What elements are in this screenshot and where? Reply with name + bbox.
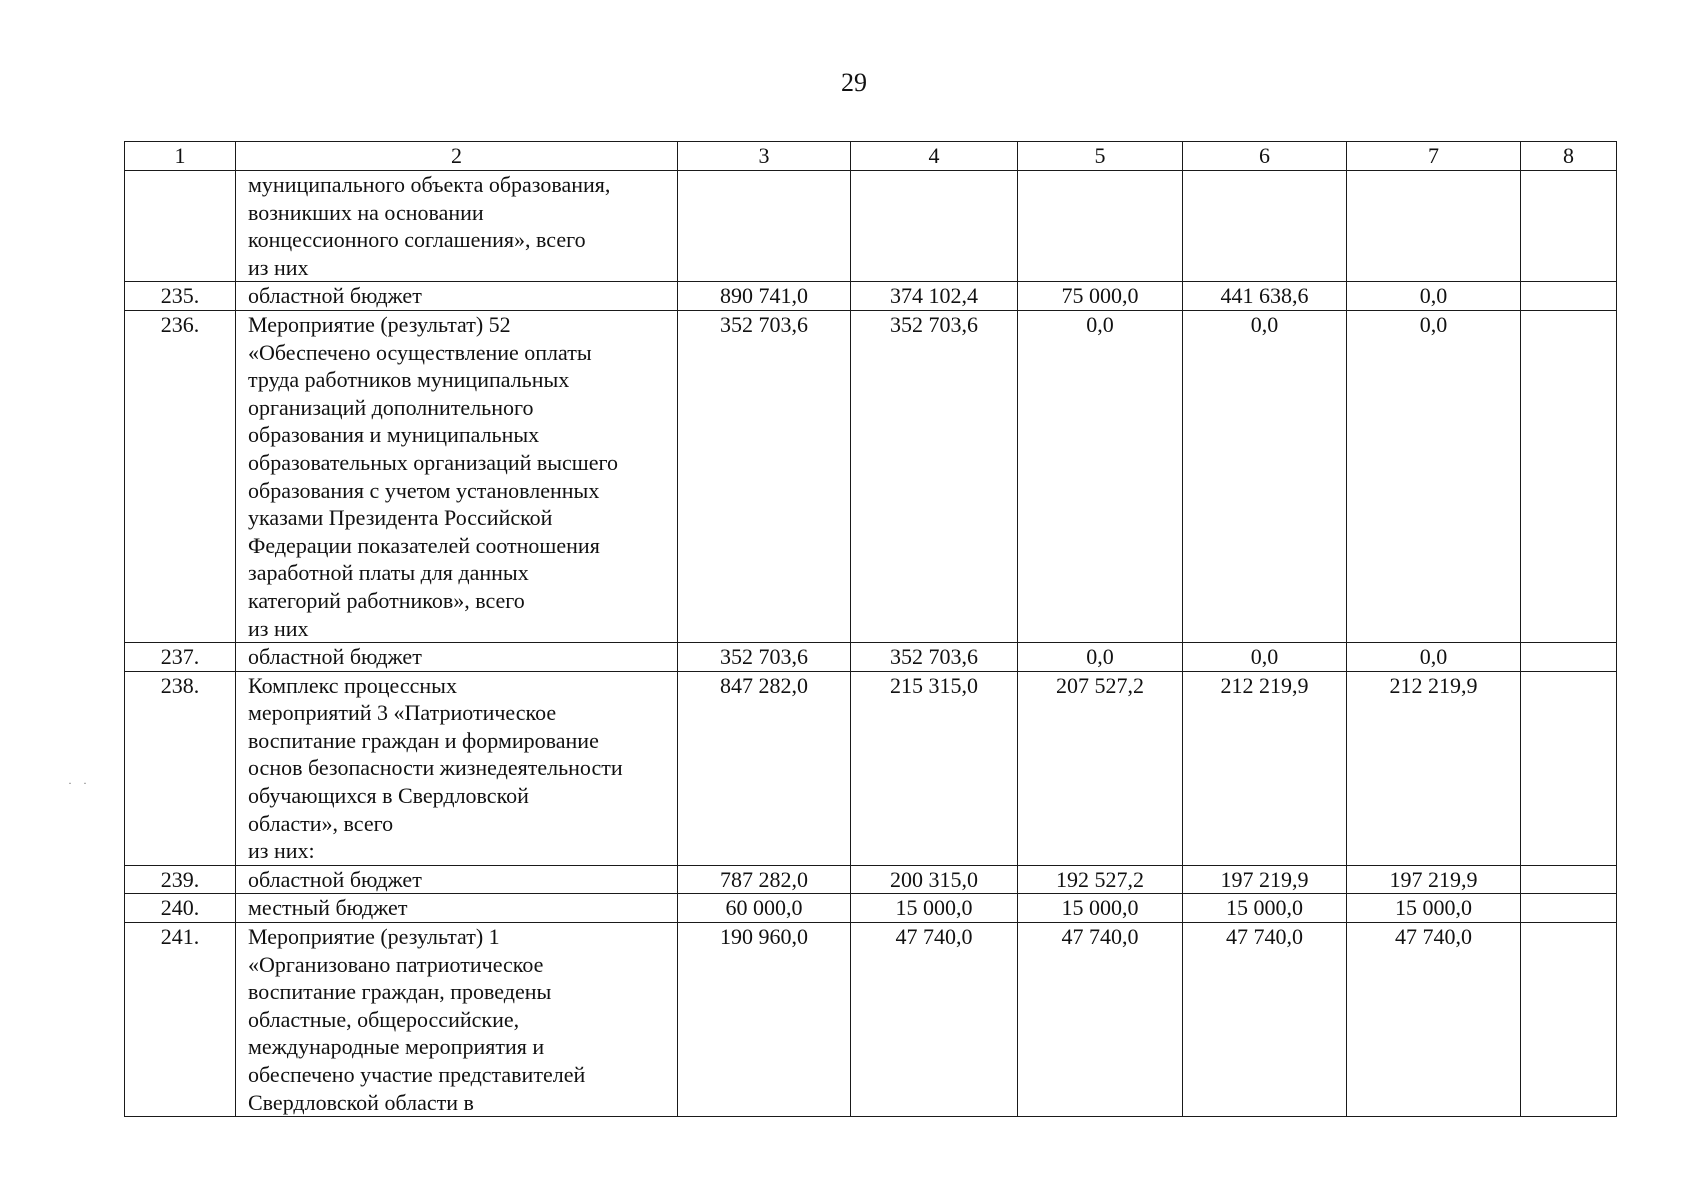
value-col-7: 197 219,9 [1347,865,1521,894]
row-number: 236. [125,310,236,642]
budget-table-container [124,141,1616,1117]
table-row [125,310,1617,642]
row-name: Мероприятие (результат) 52 «Обеспечено осуществление оплаты труда работников муниципальных организаций дополнительного образования и муниципальных образовательных организаций высшего образования с учетом установленных указами Президента Российской Федерации показателей соотношения заработной платы для данных категорий работников», всего из них [236,310,678,642]
value-col-3: 847 282,0 [678,671,851,865]
value-col-3: 890 741,0 [678,282,851,311]
row-number: 237. [125,643,236,672]
value-col-4: 15 000,0 [851,894,1018,923]
value-col-8 [1521,171,1617,282]
row-name: Комплекс процессных мероприятий 3 «Патриотическое воспитание граждан и формирование основ безопасности жизнедеятельности обучающихся в Свердловской области», всего из них: [236,671,678,865]
table-row [125,923,1617,1117]
row-name: муниципального объекта образования, возникших на основании концессионного соглашения», всего из них [236,171,678,282]
value-col-3: 190 960,0 [678,923,851,1117]
value-col-3: 352 703,6 [678,310,851,642]
value-col-8 [1521,923,1617,1117]
value-col-3: 787 282,0 [678,865,851,894]
value-col-7 [1347,171,1521,282]
row-number: 240. [125,894,236,923]
table-row [125,671,1617,865]
value-col-8 [1521,310,1617,642]
value-col-6 [1183,171,1347,282]
header-col-1: 1 [125,142,236,171]
table-row [125,643,1617,672]
row-number: 238. [125,671,236,865]
value-col-6: 15 000,0 [1183,894,1347,923]
value-col-5: 15 000,0 [1018,894,1183,923]
row-number: 235. [125,282,236,311]
value-col-6: 212 219,9 [1183,671,1347,865]
value-col-3 [678,171,851,282]
table-row [125,865,1617,894]
header-col-5: 5 [1018,142,1183,171]
value-col-7: 47 740,0 [1347,923,1521,1117]
value-col-7: 0,0 [1347,282,1521,311]
value-col-5: 192 527,2 [1018,865,1183,894]
value-col-4: 374 102,4 [851,282,1018,311]
scan-artifact: · · [68,776,91,790]
value-col-5 [1018,171,1183,282]
page-number: 29 [841,68,867,97]
value-col-8 [1521,282,1617,311]
budget-table [124,141,1617,1117]
value-col-5: 207 527,2 [1018,671,1183,865]
value-col-7: 0,0 [1347,310,1521,642]
value-col-3: 60 000,0 [678,894,851,923]
value-col-5: 75 000,0 [1018,282,1183,311]
value-col-8 [1521,671,1617,865]
header-col-6: 6 [1183,142,1347,171]
header-col-8: 8 [1521,142,1617,171]
value-col-5: 47 740,0 [1018,923,1183,1117]
value-col-4: 352 703,6 [851,643,1018,672]
table-row [125,894,1617,923]
value-col-8 [1521,894,1617,923]
value-col-6: 47 740,0 [1183,923,1347,1117]
value-col-4: 47 740,0 [851,923,1018,1117]
value-col-7: 15 000,0 [1347,894,1521,923]
value-col-3: 352 703,6 [678,643,851,672]
value-col-8 [1521,643,1617,672]
header-col-3: 3 [678,142,851,171]
table-row [125,282,1617,311]
row-name: областной бюджет [236,643,678,672]
row-name: областной бюджет [236,865,678,894]
row-number: 239. [125,865,236,894]
value-col-4: 215 315,0 [851,671,1018,865]
value-col-7: 0,0 [1347,643,1521,672]
value-col-6: 441 638,6 [1183,282,1347,311]
header-col-7: 7 [1347,142,1521,171]
value-col-6: 0,0 [1183,310,1347,642]
value-col-5: 0,0 [1018,643,1183,672]
row-name: местный бюджет [236,894,678,923]
value-col-7: 212 219,9 [1347,671,1521,865]
value-col-8 [1521,865,1617,894]
value-col-6: 197 219,9 [1183,865,1347,894]
header-row [125,142,1617,171]
value-col-4: 200 315,0 [851,865,1018,894]
header-col-2: 2 [236,142,678,171]
table-row [125,171,1617,282]
row-number: 241. [125,923,236,1117]
value-col-4: 352 703,6 [851,310,1018,642]
row-number [125,171,236,282]
value-col-5: 0,0 [1018,310,1183,642]
row-name: Мероприятие (результат) 1 «Организовано патриотическое воспитание граждан, проведены областные, общероссийские, международные мероприятия и обеспечено участие представителей Свердловской области в [236,923,678,1117]
header-col-4: 4 [851,142,1018,171]
value-col-6: 0,0 [1183,643,1347,672]
row-name: областной бюджет [236,282,678,311]
value-col-4 [851,171,1018,282]
